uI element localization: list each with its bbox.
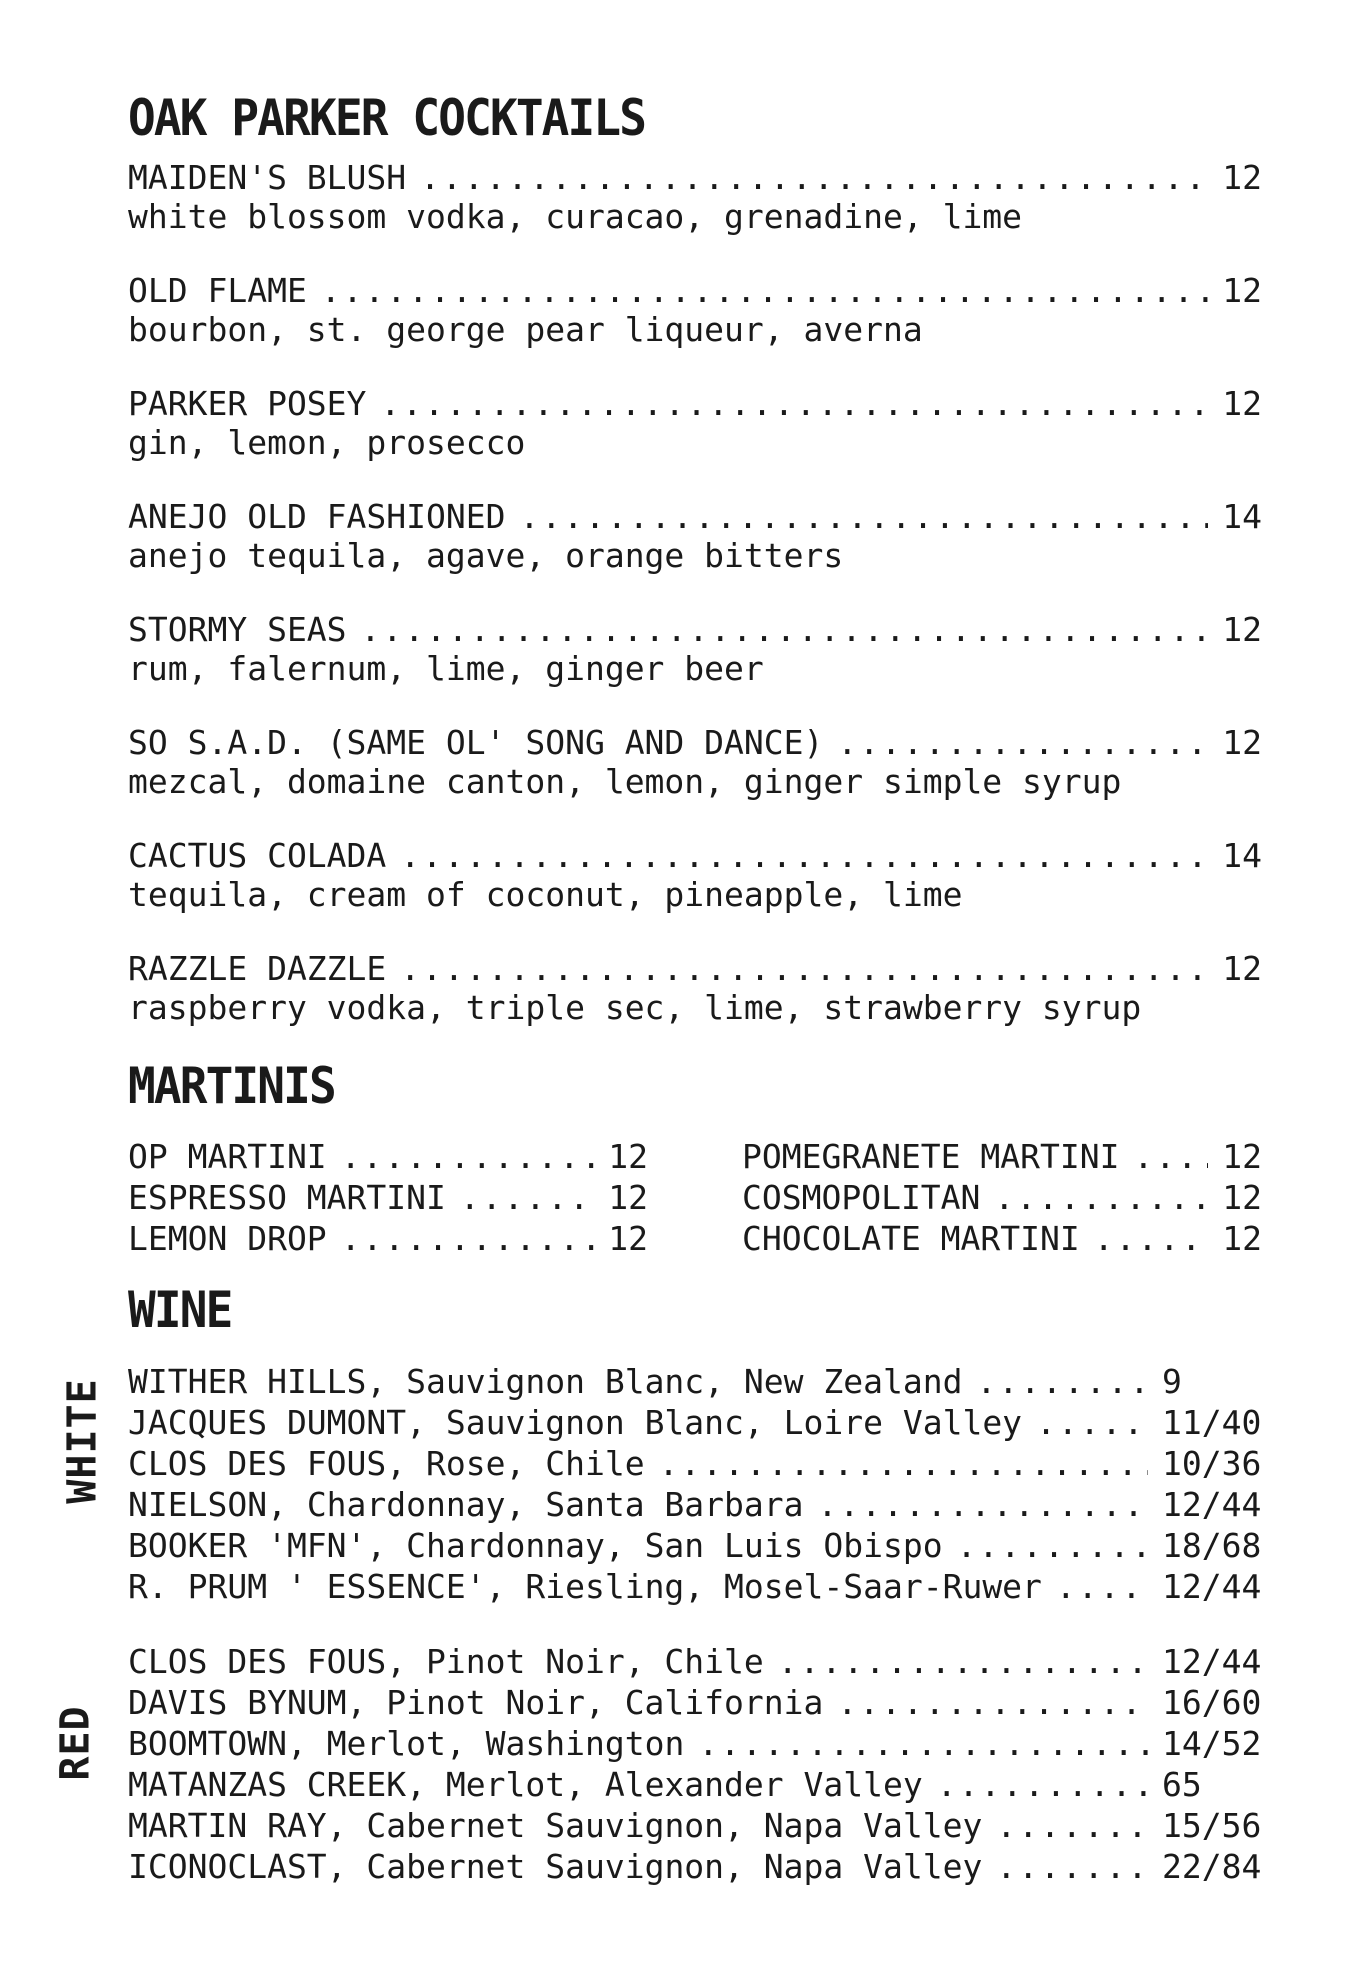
wine-item	[128, 1764, 1262, 1805]
cocktail-price: 12	[1222, 610, 1262, 649]
wine-item	[128, 1566, 1262, 1607]
wine-price: 12/44	[1162, 1567, 1262, 1606]
cocktail-item	[128, 158, 1262, 271]
martini-price: 12	[1222, 1219, 1262, 1258]
dot-leader	[321, 271, 1208, 311]
cocktails-title: OAK PARKER COCKTAILS	[128, 89, 646, 147]
dot-leader	[837, 1682, 1148, 1723]
wine-price: 10/36	[1162, 1444, 1262, 1483]
dot-leader	[1056, 1566, 1148, 1607]
wine-detail: , Merlot, Alexander Valley	[406, 1765, 923, 1804]
cocktail-name: PARKER POSEY	[128, 384, 367, 423]
wine-item	[128, 1484, 1262, 1525]
dot-leader	[1094, 1218, 1208, 1259]
wine-item	[128, 1361, 1262, 1402]
dot-leader	[1036, 1402, 1148, 1443]
dot-leader	[976, 1361, 1148, 1402]
martini-item	[742, 1218, 1262, 1259]
wine-price: 15/56	[1162, 1806, 1262, 1845]
cocktail-item	[128, 949, 1262, 1062]
cocktail-price: 12	[1222, 158, 1262, 197]
wine-item	[128, 1443, 1262, 1484]
wine-producer: MATANZAS CREEK	[128, 1765, 407, 1804]
dot-leader	[380, 384, 1208, 424]
cocktail-description: gin, lemon, prosecco	[128, 423, 526, 462]
cocktail-description: bourbon, st. george pear liqueur, averna	[128, 310, 923, 349]
wine-name	[128, 1723, 684, 1764]
cocktail-description: white blossom vodka, curacao, grenadine, lime	[128, 197, 1023, 236]
martini-column-right	[742, 1136, 1262, 1259]
wine-item	[128, 1402, 1262, 1443]
wine-producer: DAVIS BYNUM	[128, 1683, 347, 1722]
wine-name	[128, 1682, 823, 1723]
wine-detail: , Sauvignon Blanc, New Zealand	[366, 1362, 963, 1401]
wine-price: 65	[1162, 1765, 1202, 1804]
wine-item	[128, 1682, 1262, 1723]
martini-name: COSMOPOLITAN	[742, 1178, 981, 1217]
wine-name	[128, 1641, 764, 1682]
dot-leader	[994, 1177, 1208, 1218]
cocktail-name: OLD FLAME	[128, 271, 307, 310]
wine-detail: , Chardonnay, San Luis Obispo	[366, 1526, 943, 1565]
dot-leader	[659, 1443, 1148, 1484]
dot-leader	[341, 1136, 595, 1177]
wine-name	[128, 1805, 982, 1846]
martini-column-left	[128, 1136, 648, 1259]
dot-leader	[1134, 1136, 1209, 1177]
wine-detail: , Riesling, Mosel-Saar-Ruwer	[485, 1567, 1042, 1606]
martini-item	[742, 1136, 1262, 1177]
dot-leader	[400, 836, 1208, 876]
dot-leader	[400, 949, 1208, 989]
white-wine-list	[128, 1361, 1262, 1607]
cocktail-price: 12	[1222, 723, 1262, 762]
wine-producer: MARTIN RAY	[128, 1806, 327, 1845]
dot-leader	[818, 1484, 1148, 1525]
dot-leader	[420, 158, 1208, 198]
martini-item	[128, 1136, 648, 1177]
wine-item	[128, 1525, 1262, 1566]
wine-price: 12/44	[1162, 1485, 1262, 1524]
wine-producer: CLOS DES FOUS	[128, 1444, 387, 1483]
dot-leader	[778, 1641, 1148, 1682]
cocktail-description: raspberry vodka, triple sec, lime, strawberry syrup	[128, 988, 1142, 1027]
martini-name: CHOCOLATE MARTINI	[742, 1219, 1080, 1258]
cocktail-price: 14	[1222, 497, 1262, 536]
wine-detail: , Cabernet Sauvignon, Napa Valley	[326, 1847, 983, 1886]
martini-name: POMEGRANETE MARTINI	[742, 1137, 1120, 1176]
dot-leader	[996, 1805, 1148, 1846]
wine-name	[128, 1484, 804, 1525]
martini-item	[128, 1177, 648, 1218]
white-wine-label: WHITE	[59, 1378, 106, 1504]
cocktail-name: STORMY SEAS	[128, 610, 347, 649]
red-wine-list	[128, 1641, 1262, 1887]
wine-item	[128, 1641, 1262, 1682]
dot-leader	[698, 1723, 1148, 1764]
wine-price: 11/40	[1162, 1403, 1262, 1442]
martini-item	[742, 1177, 1262, 1218]
martinis-title: MARTINIS	[128, 1057, 335, 1115]
wine-name	[128, 1846, 982, 1887]
martini-name: OP MARTINI	[128, 1137, 327, 1176]
cocktail-name: RAZZLE DAZZLE	[128, 949, 387, 988]
wine-detail: , Rose, Chile	[386, 1444, 645, 1483]
cocktail-price: 12	[1222, 949, 1262, 988]
martini-price: 12	[608, 1178, 648, 1217]
cocktail-item	[128, 836, 1262, 949]
dot-leader	[937, 1764, 1148, 1805]
dot-leader	[957, 1525, 1148, 1566]
wine-detail: , Cabernet Sauvignon, Napa Valley	[326, 1806, 983, 1845]
wine-name	[128, 1361, 962, 1402]
wine-item	[128, 1805, 1262, 1846]
cocktail-item	[128, 384, 1262, 497]
cocktail-description: anejo tequila, agave, orange bitters	[128, 536, 844, 575]
cocktail-description: rum, falernum, lime, ginger beer	[128, 649, 764, 688]
wine-price: 9	[1162, 1362, 1182, 1401]
wine-name	[128, 1764, 923, 1805]
dot-leader	[837, 723, 1208, 763]
wine-price: 18/68	[1162, 1526, 1262, 1565]
wine-detail: , Chardonnay, Santa Barbara	[267, 1485, 804, 1524]
wine-item	[128, 1723, 1262, 1764]
dot-leader	[341, 1218, 595, 1259]
wine-producer: BOOKER 'MFN'	[128, 1526, 367, 1565]
martini-item	[128, 1218, 648, 1259]
wine-producer: CLOS DES FOUS	[128, 1642, 387, 1681]
wine-name	[128, 1402, 1022, 1443]
martini-price: 12	[1222, 1178, 1262, 1217]
wine-item	[128, 1846, 1262, 1887]
cocktail-name: SO S.A.D. (SAME OL' SONG AND DANCE)	[128, 723, 824, 762]
wine-title: WINE	[128, 1281, 232, 1339]
wine-producer: ICONOCLAST	[128, 1847, 327, 1886]
red-wine-label: RED	[52, 1705, 99, 1781]
martini-price: 12	[1222, 1137, 1262, 1176]
wine-price: 14/52	[1162, 1724, 1262, 1763]
wine-producer: R. PRUM ' ESSENCE'	[128, 1567, 486, 1606]
dot-leader	[361, 610, 1209, 650]
cocktail-price: 14	[1222, 836, 1262, 875]
cocktail-item	[128, 723, 1262, 836]
martini-name: ESPRESSO MARTINI	[128, 1178, 446, 1217]
cocktail-name: CACTUS COLADA	[128, 836, 387, 875]
wine-detail: , Sauvignon Blanc, Loire Valley	[406, 1403, 1023, 1442]
cocktail-description: tequila, cream of coconut, pineapple, lime	[128, 875, 963, 914]
wine-detail: , Merlot, Washington	[286, 1724, 685, 1763]
wine-price: 12/44	[1162, 1642, 1262, 1681]
wine-price: 22/84	[1162, 1847, 1262, 1886]
cocktail-description: mezcal, domaine canton, lemon, ginger simple syrup	[128, 762, 1122, 801]
cocktail-item	[128, 497, 1262, 610]
wine-producer: JACQUES DUMONT	[128, 1403, 407, 1442]
dot-leader	[520, 497, 1209, 537]
cocktail-name: MAIDEN'S BLUSH	[128, 158, 407, 197]
cocktail-price: 12	[1222, 384, 1262, 423]
martini-list	[128, 1136, 1262, 1259]
cocktail-name: ANEJO OLD FASHIONED	[128, 497, 506, 536]
dot-leader	[460, 1177, 594, 1218]
martini-price: 12	[608, 1219, 648, 1258]
cocktail-item	[128, 271, 1262, 384]
wine-producer: BOOMTOWN	[128, 1724, 287, 1763]
martini-name: LEMON DROP	[128, 1219, 327, 1258]
cocktail-list	[128, 158, 1262, 1062]
dot-leader	[996, 1846, 1148, 1887]
wine-producer: NIELSON	[128, 1485, 268, 1524]
cocktail-price: 12	[1222, 271, 1262, 310]
wine-name	[128, 1525, 943, 1566]
wine-detail: , Pinot Noir, Chile	[386, 1642, 764, 1681]
wine-name	[128, 1443, 645, 1484]
wine-producer: WITHER HILLS	[128, 1362, 367, 1401]
wine-name	[128, 1566, 1042, 1607]
cocktail-item	[128, 610, 1262, 723]
martini-price: 12	[608, 1137, 648, 1176]
wine-detail: , Pinot Noir, California	[346, 1683, 824, 1722]
wine-price: 16/60	[1162, 1683, 1262, 1722]
